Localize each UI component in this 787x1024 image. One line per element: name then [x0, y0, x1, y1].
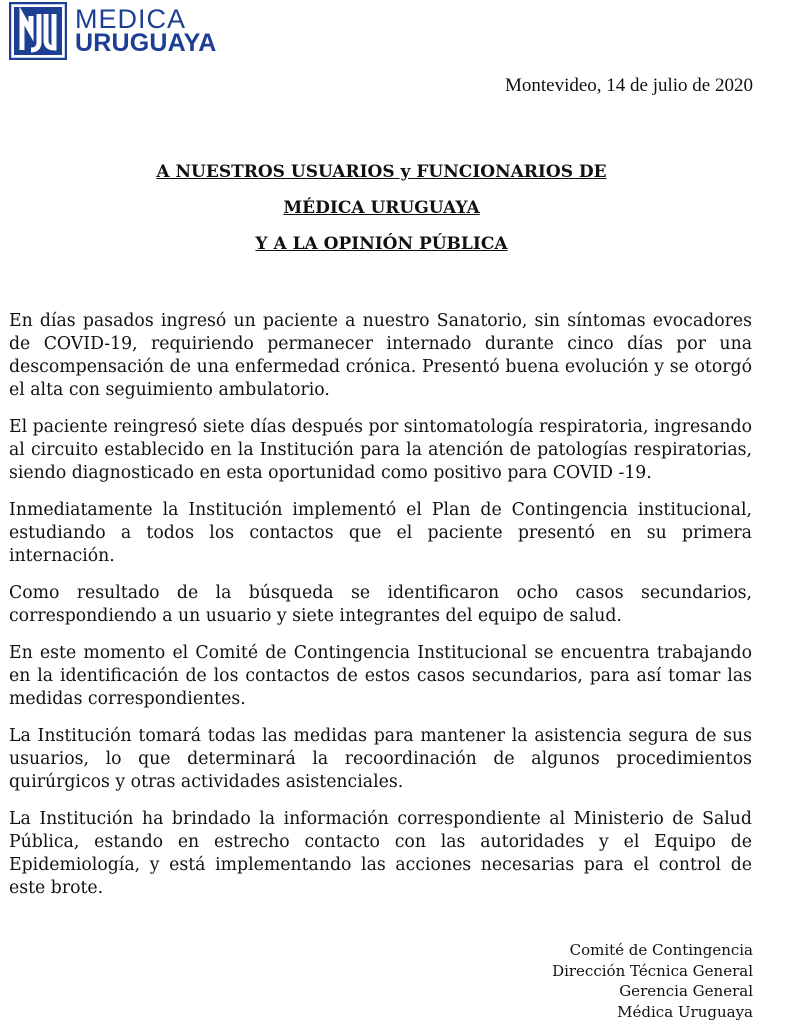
logo-text-uruguaya: URUGUAYA — [75, 29, 217, 57]
document-title — [0, 154, 763, 262]
document-body — [9, 310, 752, 914]
body-paragraph: En este momento el Comité de Contingencia Institucional se encuentra trabajando en la identificación de los contactos de estos casos secundarios, para así tomar las medidas correspondientes. — [9, 643, 752, 709]
body-paragraph: El paciente reingresó siete días después por sintomatología respiratoria, ingresando al circuito establecido en la Institución para la atención de patologías respiratorias, siendo diagnosticado en esta oportunidad como positivo para COVID -19. — [9, 417, 752, 483]
signature-line: Dirección Técnica General — [552, 961, 753, 980]
body-paragraph: La Institución tomará todas las medidas para mantener la asistencia segura de sus usuarios, lo que determinará la recoordinación de algunos procedimientos quirúrgicos y otras actividades asistenciales. — [9, 726, 752, 792]
title-line: MÉDICA URUGUAYA — [283, 198, 480, 218]
body-paragraph: La Institución ha brindado la información correspondiente al Ministerio de Salud Pública, estando en estrecho contacto con las autoridades y el Equipo de Epidemiología, y está implementando las acciones necesarias para el control de este brote. — [9, 809, 752, 898]
title-line: Y A LA OPINIÓN PÚBLICA — [255, 234, 508, 254]
document-date: Montevideo, 14 de julio de 2020 — [504, 75, 753, 96]
body-paragraph: Inmediatamente la Institución implementó el Plan de Contingencia institucional, estudiando a todos los contactos que el paciente presentó en su primera internación. — [9, 500, 752, 566]
medica-uruguaya-emblem-icon — [9, 2, 67, 60]
signature-block — [552, 940, 753, 1022]
signature-line: Médica Uruguaya — [617, 1002, 753, 1021]
signature-line: Gerencia General — [619, 982, 753, 1000]
company-logo — [9, 2, 216, 60]
logo-text-medica: MEDICA — [75, 4, 187, 34]
signature-line: Comité de Contingencia — [569, 941, 753, 959]
title-line: A NUESTROS USUARIOS y FUNCIONARIOS DE — [156, 162, 607, 182]
body-paragraph: Como resultado de la búsqueda se identificaron ocho casos secundarios, correspondiendo a un usuario y siete integrantes del equipo de salud. — [9, 583, 752, 626]
body-paragraph: En días pasados ingresó un paciente a nuestro Sanatorio, sin síntomas evocadores de COVID-19, requiriendo permanecer internado durante cinco días por una descompensación de una enfermedad crónica. Presentó buena evolución y se otorgó el alta con seguimiento ambulatorio. — [9, 311, 752, 400]
